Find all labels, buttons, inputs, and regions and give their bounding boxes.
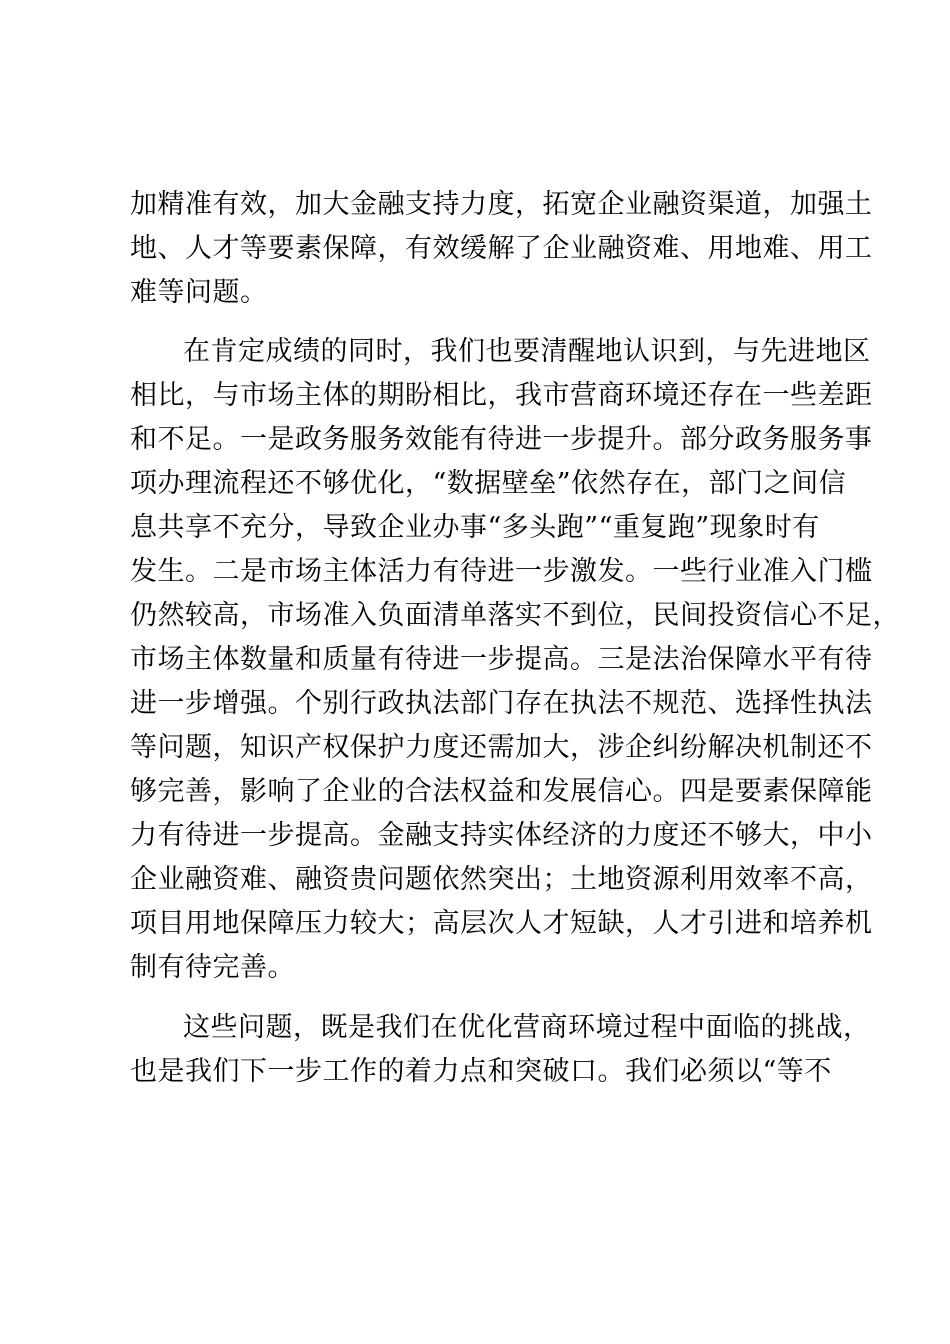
text-line: 加精准有效，加大金融支持力度，拓宽企业融资渠道，加强土 <box>130 189 873 220</box>
text-line: 在肯定成绩的同时，我们也要清醒地认识到，与先进地区 <box>183 336 871 367</box>
text-line: 够完善，影响了企业的合法权益和发展信心。四是要素保障能 <box>130 776 873 807</box>
text-line: 企业融资难、融资贵问题依然突出；土地资源利用效率不高， <box>130 864 873 895</box>
text-line: 息共享不充分，导致企业办事“多头跑”“重复跑”现象时有 <box>130 512 820 543</box>
text-line: 这些问题，既是我们在优化营商环境过程中面临的挑战， <box>183 1012 871 1043</box>
text-line: 力有待进一步提高。金融支持实体经济的力度还不够大，中小 <box>130 820 873 851</box>
text-line: 项目用地保障压力较大；高层次人才短缺，人才引进和培养机 <box>130 908 873 939</box>
text-line: 地、人才等要素保障，有效缓解了企业融资难、用地难、用工 <box>130 233 873 264</box>
text-line: 等问题，知识产权保护力度还需加大，涉企纠纷解决机制还不 <box>130 732 873 763</box>
text-line: 项办理流程还不够优化，“数据壁垒”依然存在，部门之间信 <box>130 468 847 499</box>
text-line: 仍然较高，市场准入负面清单落实不到位，民间投资信心不足， <box>130 600 900 631</box>
text-line: 进一步增强。个别行政执法部门存在执法不规范、选择性执法 <box>130 688 873 719</box>
text-line: 制有待完善。 <box>130 952 295 983</box>
text-line: 相比，与市场主体的期盼相比，我市营商环境还存在一些差距 <box>130 380 873 411</box>
text-line: 市场主体数量和质量有待进一步提高。三是法治保障水平有待 <box>130 644 873 675</box>
text-line: 和不足。一是政务服务效能有待进一步提升。部分政务服务事 <box>130 424 873 455</box>
text-line: 发生。二是市场主体活力有待进一步激发。一些行业准入门槛 <box>130 556 873 587</box>
text-line: 也是我们下一步工作的着力点和突破口。我们必须以“等不 <box>130 1056 832 1087</box>
text-line: 难等问题。 <box>130 277 268 308</box>
